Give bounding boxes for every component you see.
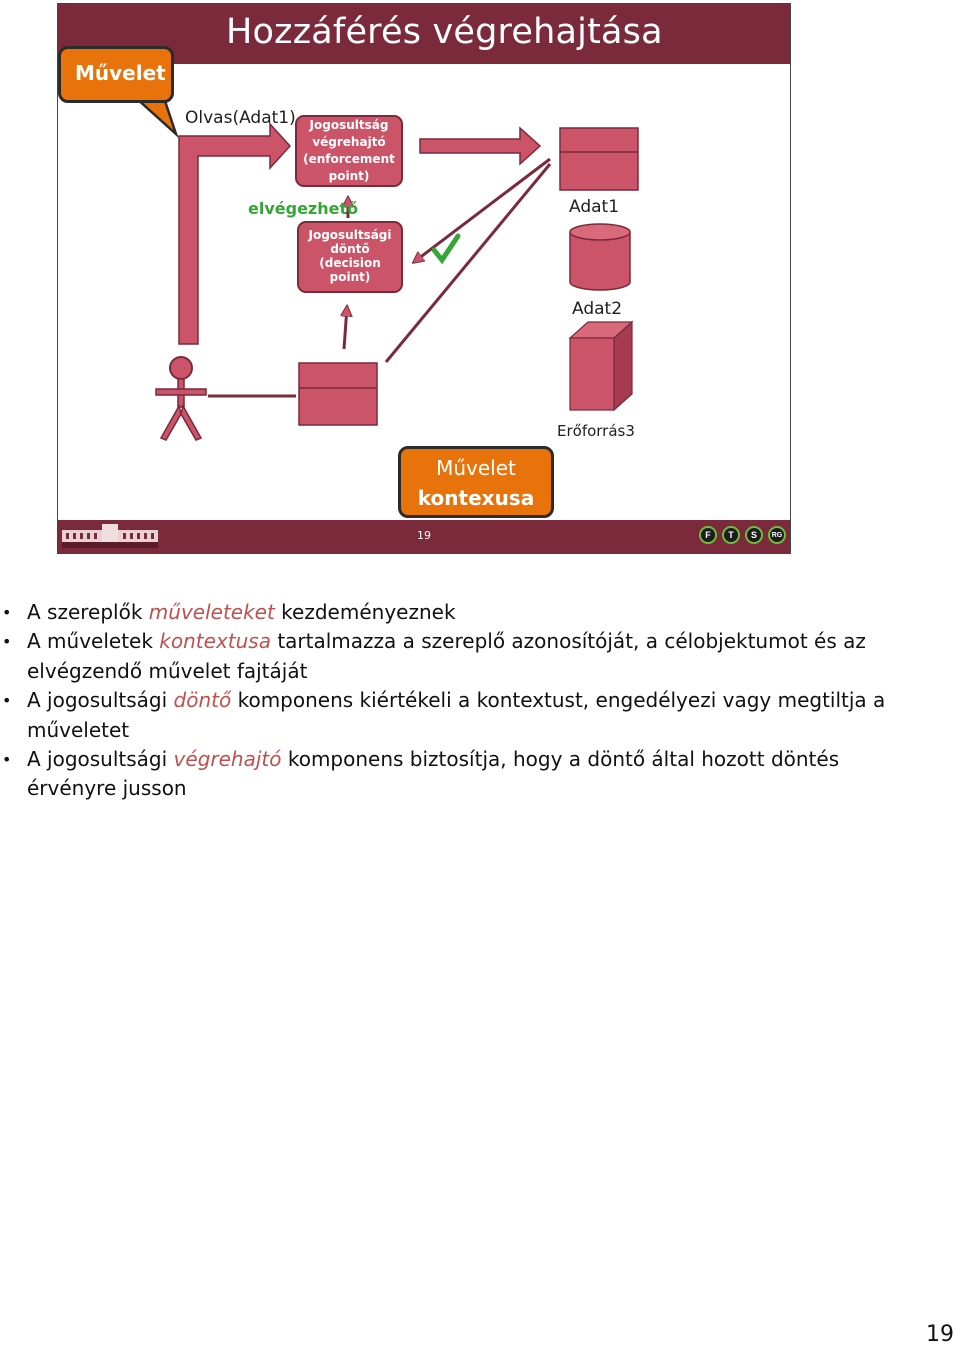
data1-table (560, 128, 638, 190)
notes-list (0, 598, 900, 804)
page-number: 19 (926, 1322, 954, 1347)
context-table (299, 363, 377, 425)
context-to-decision-arrow (344, 307, 347, 349)
callout-pointer (136, 98, 176, 134)
footer-icon-t: T (722, 526, 740, 544)
resource3-label: Erőforrás3 (557, 422, 635, 440)
note-item: • A jogosultsági döntő komponens kiértékeli a kontextust, engedélyezi vagy megtiltja a műveletet (0, 686, 900, 745)
footer-icon-s: S (745, 526, 763, 544)
note-item: • A műveletek kontextusa tartalmazza a szereplő azonosítóját, a célobjektumot és az elvégzendő művelet fajtáját (0, 627, 900, 686)
actor-figure (156, 357, 206, 440)
slide-footer (58, 520, 790, 553)
slide-title: Hozzáférés végrehajtása (226, 12, 663, 52)
slide (57, 3, 791, 554)
resource3-cube (570, 322, 632, 410)
footer-icon-rg: RG (768, 526, 786, 544)
slide-number: 19 (417, 529, 431, 542)
operation-callout: Művelet (58, 46, 174, 103)
context-callout: Művelet kontexusa (398, 446, 554, 518)
data2-cylinder (570, 224, 630, 290)
access-arrow (420, 128, 540, 164)
decision-point-label: Jogosultsági döntő (decision point) (308, 228, 392, 284)
note-item: • A szereplők műveleteket kezdeményeznek (0, 598, 900, 627)
enforcement-point-label: Jogosultság végrehajtó (enforcement point) (303, 118, 395, 183)
note-item: • A jogosultsági végrehajtó komponens biztosítja, hogy a döntő által hozott döntés érvényre jusson (0, 745, 900, 804)
data1-label: Adat1 (569, 197, 620, 217)
footer-icon-f: F (699, 526, 717, 544)
operation-flow-arrow (179, 124, 290, 344)
allowed-label: elvégezhető (248, 199, 359, 218)
data2-label: Adat2 (572, 299, 623, 319)
read-operation-label: Olvas(Adat1) (185, 108, 296, 128)
context-to-data-line (386, 164, 550, 362)
footer-icons (699, 526, 786, 544)
